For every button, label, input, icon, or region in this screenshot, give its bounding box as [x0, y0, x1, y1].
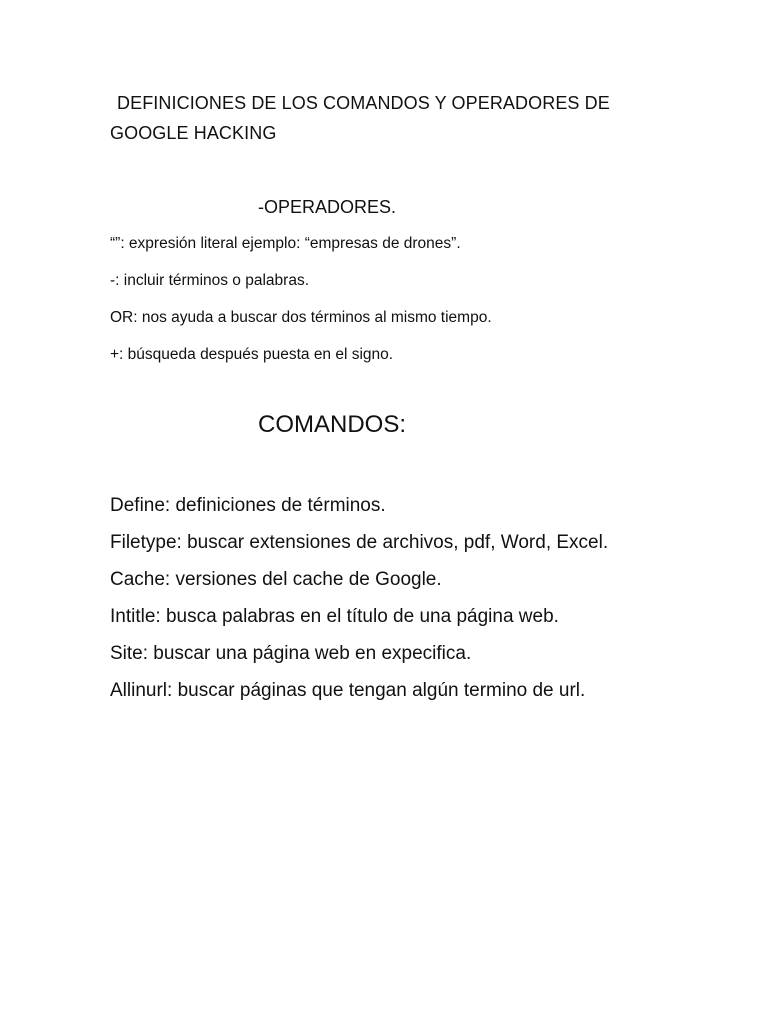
- list-item: Cache: versiones del cache de Google.: [110, 569, 442, 590]
- document-title: [110, 88, 650, 148]
- commands-heading: COMANDOS:: [258, 411, 407, 438]
- list-item: +: búsqueda después puesta en el signo.: [110, 346, 394, 363]
- title-line-1: DEFINICIONES DE LOS COMANDOS Y OPERADORES DE: [117, 93, 610, 113]
- operators-heading: -OPERADORES.: [258, 197, 397, 217]
- list-item: Define: definiciones de términos.: [110, 495, 386, 516]
- list-item: Allinurl: buscar páginas que tengan algún termino de url.: [110, 680, 586, 701]
- title-line-2: GOOGLE HACKING: [110, 123, 277, 143]
- list-item: Site: buscar una página web en expecifica.: [110, 643, 472, 664]
- list-item: -: incluir términos o palabras.: [110, 272, 309, 289]
- list-item: Intitle: busca palabras en el título de una página web.: [110, 606, 559, 627]
- list-item: OR: nos ayuda a buscar dos términos al mismo tiempo.: [110, 309, 492, 326]
- commands-list: [110, 490, 670, 712]
- operators-list: [110, 231, 710, 379]
- list-item: Filetype: buscar extensiones de archivos, pdf, Word, Excel.: [110, 532, 609, 553]
- list-item: “”: expresión literal ejemplo: “empresas de drones”.: [110, 235, 461, 252]
